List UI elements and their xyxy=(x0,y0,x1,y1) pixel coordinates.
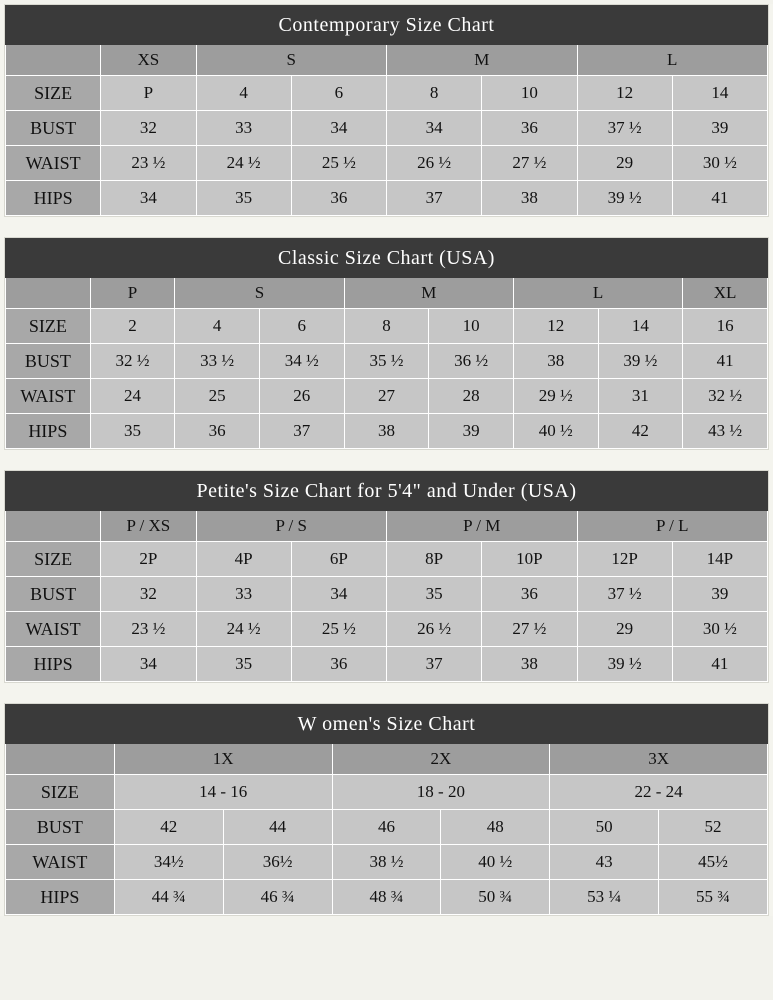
title-row xyxy=(6,6,768,45)
cell: 10 xyxy=(429,309,514,344)
cell: 14 xyxy=(672,76,767,111)
cell: 41 xyxy=(683,344,768,379)
chart-classic xyxy=(4,237,769,450)
row-label: HIPS xyxy=(6,181,101,216)
womens-table xyxy=(5,704,768,915)
cell: 55 ¾ xyxy=(659,880,768,915)
cell: 12P xyxy=(577,542,672,577)
cell: 26 xyxy=(259,379,344,414)
cell: 50 xyxy=(550,810,659,845)
table-row xyxy=(6,414,768,449)
group-header-2x: 2X xyxy=(332,744,550,775)
cell: 29 ½ xyxy=(513,379,598,414)
cell: 36 xyxy=(291,647,386,682)
cell: 43 ½ xyxy=(683,414,768,449)
cell: 39 xyxy=(672,111,767,146)
cell: 32 xyxy=(101,577,196,612)
cell: 28 xyxy=(429,379,514,414)
table-row xyxy=(6,181,768,216)
cell: 8P xyxy=(387,542,482,577)
cell: 27 ½ xyxy=(482,146,577,181)
cell: 30 ½ xyxy=(672,146,767,181)
chart-petites xyxy=(4,470,769,683)
table-row xyxy=(6,880,768,915)
row-label: HIPS xyxy=(6,414,91,449)
chart-title: Classic Size Chart (USA) xyxy=(6,239,768,278)
group-header-p: P xyxy=(90,278,175,309)
row-label: SIZE xyxy=(6,76,101,111)
cell: 42 xyxy=(598,414,683,449)
cell: 27 ½ xyxy=(482,612,577,647)
row-label: HIPS xyxy=(6,647,101,682)
cell: 32 ½ xyxy=(683,379,768,414)
chart-title: W omen's Size Chart xyxy=(6,705,768,744)
cell: 39 ½ xyxy=(577,181,672,216)
table-row xyxy=(6,146,768,181)
cell: 35 xyxy=(387,577,482,612)
cell: 35 xyxy=(196,181,291,216)
cell: 12 xyxy=(577,76,672,111)
title-row xyxy=(6,705,768,744)
cell: 36 xyxy=(482,577,577,612)
corner-cell xyxy=(6,511,101,542)
group-header-ps: P / S xyxy=(196,511,387,542)
row-label: HIPS xyxy=(6,880,115,915)
cell: 29 xyxy=(577,146,672,181)
cell: 29 xyxy=(577,612,672,647)
row-label: WAIST xyxy=(6,845,115,880)
row-label: BUST xyxy=(6,344,91,379)
cell: 34 xyxy=(101,181,196,216)
contemporary-table xyxy=(5,5,768,216)
cell: 39 xyxy=(672,577,767,612)
cell: 25 xyxy=(175,379,260,414)
cell: 16 xyxy=(683,309,768,344)
cell: 45½ xyxy=(659,845,768,880)
row-label: WAIST xyxy=(6,379,91,414)
cell: 31 xyxy=(598,379,683,414)
group-header-pm: P / M xyxy=(387,511,578,542)
cell: 2P xyxy=(101,542,196,577)
cell: 33 ½ xyxy=(175,344,260,379)
cell: 33 xyxy=(196,577,291,612)
cell: 37 xyxy=(259,414,344,449)
cell: 4 xyxy=(196,76,291,111)
group-header-row xyxy=(6,511,768,542)
cell: 6 xyxy=(291,76,386,111)
cell: 34 xyxy=(101,647,196,682)
cell: 35 xyxy=(196,647,291,682)
group-header-xs: XS xyxy=(101,45,196,76)
group-header-s: S xyxy=(196,45,387,76)
row-label: WAIST xyxy=(6,612,101,647)
cell: 14P xyxy=(672,542,767,577)
cell: 40 ½ xyxy=(441,845,550,880)
cell: 8 xyxy=(387,76,482,111)
cell: 38 ½ xyxy=(332,845,441,880)
cell: 36 xyxy=(291,181,386,216)
group-header-pxs: P / XS xyxy=(101,511,196,542)
row-label: BUST xyxy=(6,577,101,612)
cell: 46 ¾ xyxy=(223,880,332,915)
row-label: SIZE xyxy=(6,542,101,577)
group-header-xl: XL xyxy=(683,278,768,309)
cell: 35 ½ xyxy=(344,344,429,379)
table-row xyxy=(6,810,768,845)
cell: 14 xyxy=(598,309,683,344)
cell: 34 xyxy=(387,111,482,146)
table-row xyxy=(6,845,768,880)
group-header-1x: 1X xyxy=(114,744,332,775)
cell: 36½ xyxy=(223,845,332,880)
cell: 37 ½ xyxy=(577,577,672,612)
cell: 44 ¾ xyxy=(114,880,223,915)
cell: 38 xyxy=(482,647,577,682)
cell: 6 xyxy=(259,309,344,344)
table-row xyxy=(6,344,768,379)
cell: 24 ½ xyxy=(196,612,291,647)
row-label: SIZE xyxy=(6,309,91,344)
group-header-m: M xyxy=(344,278,513,309)
cell: 4 xyxy=(175,309,260,344)
group-header-3x: 3X xyxy=(550,744,768,775)
classic-table xyxy=(5,238,768,449)
cell: 52 xyxy=(659,810,768,845)
row-label: WAIST xyxy=(6,146,101,181)
table-row xyxy=(6,647,768,682)
table-row xyxy=(6,111,768,146)
corner-cell xyxy=(6,744,115,775)
cell: 41 xyxy=(672,647,767,682)
group-header-l: L xyxy=(513,278,682,309)
cell: 39 ½ xyxy=(598,344,683,379)
cell: 36 xyxy=(482,111,577,146)
cell: 48 ¾ xyxy=(332,880,441,915)
chart-womens xyxy=(4,703,769,916)
cell: 34 xyxy=(291,111,386,146)
cell: 2 xyxy=(90,309,175,344)
cell: 33 xyxy=(196,111,291,146)
petites-table xyxy=(5,471,768,682)
title-row xyxy=(6,472,768,511)
cell: 18 - 20 xyxy=(332,775,550,810)
row-label: SIZE xyxy=(6,775,115,810)
cell: 36 ½ xyxy=(429,344,514,379)
cell: 10P xyxy=(482,542,577,577)
group-header-l: L xyxy=(577,45,768,76)
cell: 23 ½ xyxy=(101,612,196,647)
cell: 24 ½ xyxy=(196,146,291,181)
cell: 25 ½ xyxy=(291,612,386,647)
cell: 10 xyxy=(482,76,577,111)
cell: P xyxy=(101,76,196,111)
cell: 39 xyxy=(429,414,514,449)
chart-contemporary xyxy=(4,4,769,217)
table-row xyxy=(6,577,768,612)
cell: 24 xyxy=(90,379,175,414)
group-header-row xyxy=(6,744,768,775)
cell: 46 xyxy=(332,810,441,845)
cell: 32 xyxy=(101,111,196,146)
cell: 43 xyxy=(550,845,659,880)
cell: 37 ½ xyxy=(577,111,672,146)
cell: 4P xyxy=(196,542,291,577)
cell: 12 xyxy=(513,309,598,344)
row-label: BUST xyxy=(6,810,115,845)
cell: 53 ¼ xyxy=(550,880,659,915)
cell: 38 xyxy=(344,414,429,449)
corner-cell xyxy=(6,278,91,309)
chart-title: Contemporary Size Chart xyxy=(6,6,768,45)
cell: 26 ½ xyxy=(387,612,482,647)
cell: 42 xyxy=(114,810,223,845)
corner-cell xyxy=(6,45,101,76)
cell: 44 xyxy=(223,810,332,845)
cell: 38 xyxy=(482,181,577,216)
cell: 30 ½ xyxy=(672,612,767,647)
table-row xyxy=(6,775,768,810)
group-header-m: M xyxy=(387,45,578,76)
cell: 41 xyxy=(672,181,767,216)
cell: 37 xyxy=(387,181,482,216)
table-row xyxy=(6,542,768,577)
group-header-row xyxy=(6,278,768,309)
table-row xyxy=(6,379,768,414)
cell: 27 xyxy=(344,379,429,414)
group-header-pl: P / L xyxy=(577,511,768,542)
row-label: BUST xyxy=(6,111,101,146)
cell: 34½ xyxy=(114,845,223,880)
cell: 14 - 16 xyxy=(114,775,332,810)
cell: 8 xyxy=(344,309,429,344)
cell: 38 xyxy=(513,344,598,379)
table-row xyxy=(6,612,768,647)
cell: 23 ½ xyxy=(101,146,196,181)
cell: 36 xyxy=(175,414,260,449)
title-row xyxy=(6,239,768,278)
size-chart-page xyxy=(0,4,773,916)
cell: 26 ½ xyxy=(387,146,482,181)
cell: 22 - 24 xyxy=(550,775,768,810)
group-header-row xyxy=(6,45,768,76)
cell: 35 xyxy=(90,414,175,449)
table-row xyxy=(6,76,768,111)
cell: 48 xyxy=(441,810,550,845)
group-header-s: S xyxy=(175,278,344,309)
cell: 34 xyxy=(291,577,386,612)
cell: 39 ½ xyxy=(577,647,672,682)
cell: 34 ½ xyxy=(259,344,344,379)
cell: 37 xyxy=(387,647,482,682)
cell: 25 ½ xyxy=(291,146,386,181)
chart-title: Petite's Size Chart for 5'4" and Under (USA) xyxy=(6,472,768,511)
cell: 6P xyxy=(291,542,386,577)
cell: 50 ¾ xyxy=(441,880,550,915)
cell: 32 ½ xyxy=(90,344,175,379)
cell: 40 ½ xyxy=(513,414,598,449)
table-row xyxy=(6,309,768,344)
